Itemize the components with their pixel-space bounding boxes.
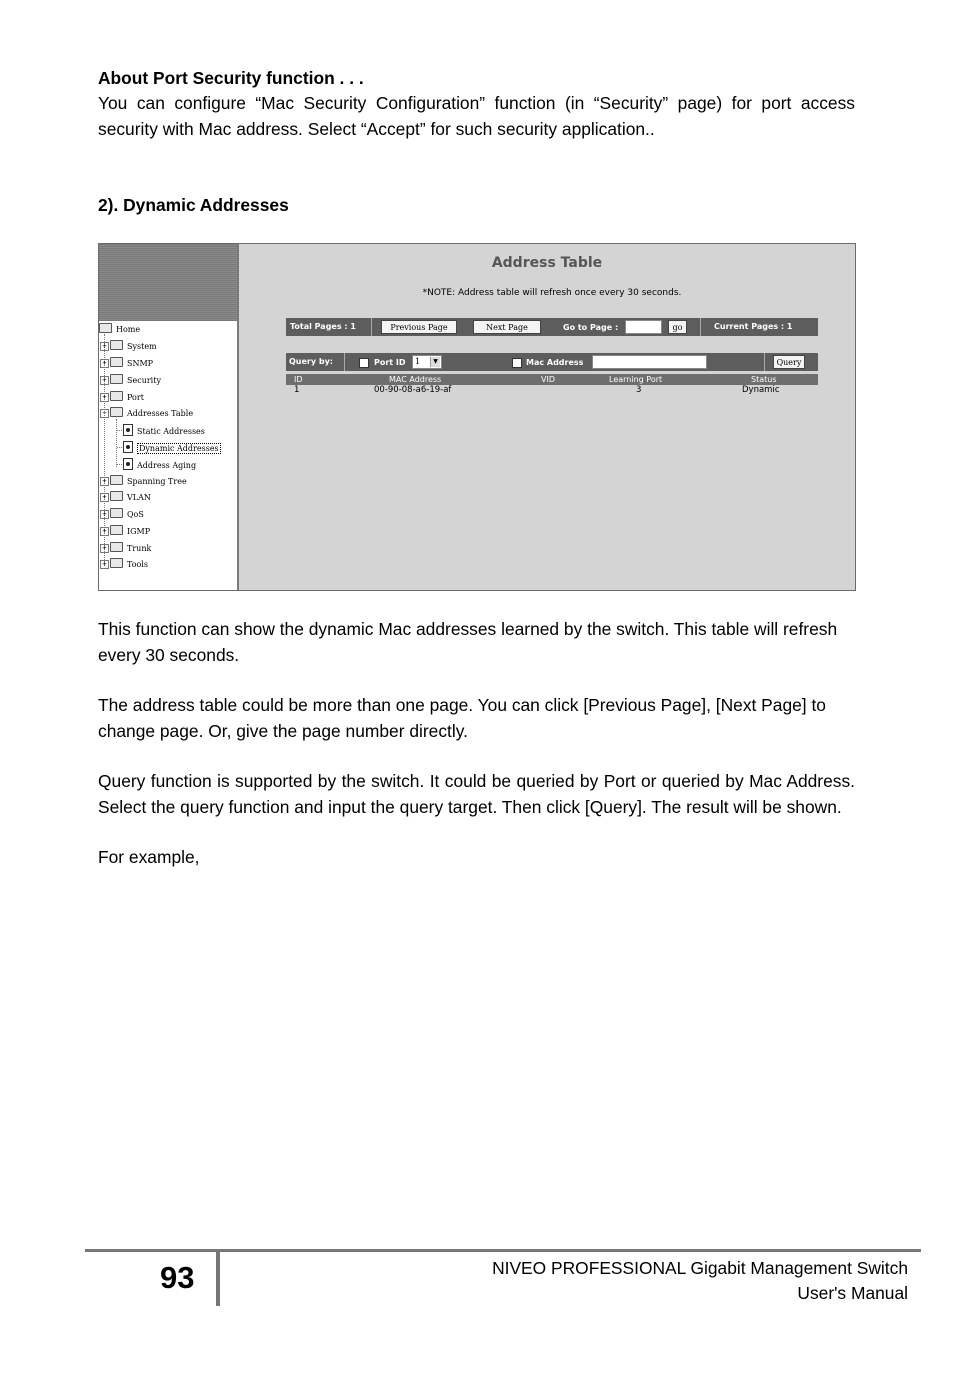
- nav-item-vlan[interactable]: + VLAN: [100, 491, 151, 504]
- query-by-label: Query by:: [289, 357, 334, 366]
- nav-item-addresses-table[interactable]: − Addresses Table: [100, 407, 193, 420]
- expand-icon[interactable]: +: [100, 477, 109, 486]
- current-pages: Current Pages : 1: [714, 322, 793, 331]
- refresh-note: *NOTE: Address table will refresh once every 30 seconds.: [422, 288, 682, 298]
- address-table-screenshot: [98, 243, 856, 591]
- go-button[interactable]: go: [668, 320, 687, 334]
- cell-id: 1: [294, 385, 300, 395]
- total-pages: Total Pages : 1: [290, 322, 356, 331]
- nav-item-igmp[interactable]: + IGMP: [100, 525, 150, 538]
- expand-icon[interactable]: +: [100, 544, 109, 553]
- folder-icon: [110, 340, 123, 350]
- cell-learning-port: 3: [636, 385, 642, 395]
- folder-open-icon: [110, 407, 123, 417]
- divider: [700, 318, 701, 336]
- query-button[interactable]: Query: [773, 355, 805, 369]
- para-function-description: This function can show the dynamic Mac addresses learned by the switch. This table will refresh every 30 seconds.: [98, 619, 838, 665]
- table-header: [286, 374, 818, 385]
- document-icon: [123, 458, 133, 470]
- expand-icon[interactable]: +: [100, 560, 109, 569]
- folder-icon: [110, 357, 123, 367]
- document-icon: [123, 424, 133, 436]
- col-learning-port: Learning Port: [609, 375, 663, 384]
- expand-icon[interactable]: +: [100, 359, 109, 368]
- content-pane: [239, 244, 855, 590]
- expand-icon[interactable]: +: [100, 493, 109, 502]
- port-id-checkbox[interactable]: [359, 358, 369, 368]
- expand-icon[interactable]: +: [100, 393, 109, 402]
- previous-page-button[interactable]: Previous Page: [381, 320, 457, 334]
- folder-icon: [110, 542, 123, 552]
- footer-manual-name: User's Manual: [797, 1283, 908, 1303]
- heading-port-security: About Port Security function . . .: [98, 68, 364, 88]
- page-title: Address Table: [491, 255, 603, 271]
- folder-icon: [110, 508, 123, 518]
- pager-bar: [286, 318, 818, 336]
- para-query: Query function is supported by the switch. It could be queried by Port or queried by Mac Address. Select the query function and input the query target. Then click [Query]. The result will be shown.: [98, 771, 855, 817]
- expand-icon[interactable]: +: [100, 510, 109, 519]
- para-pagination: The address table could be more than one page. You can click [Previous Page], [Next Page] to change page. Or, give the page number directly.: [98, 695, 826, 741]
- next-page-button[interactable]: Next Page: [473, 320, 541, 334]
- nav-item-system[interactable]: + System: [100, 340, 157, 353]
- document-icon: [123, 441, 133, 453]
- tree-line: [117, 447, 122, 448]
- folder-icon: [110, 491, 123, 501]
- chevron-down-icon[interactable]: ▼: [430, 357, 440, 367]
- nav-item-trunk[interactable]: + Trunk: [100, 542, 151, 555]
- go-to-page-label: Go to Page :: [563, 323, 619, 332]
- folder-icon: [110, 525, 123, 535]
- nav-item-dynamic-addresses[interactable]: Dynamic Addresses: [123, 441, 221, 454]
- nav-item-qos[interactable]: + QoS: [100, 508, 144, 521]
- col-status: Status: [751, 375, 777, 384]
- expand-icon[interactable]: +: [100, 376, 109, 385]
- folder-icon: [110, 558, 123, 568]
- port-id-label: Port ID: [374, 358, 406, 367]
- divider: [764, 353, 765, 371]
- mac-address-label: Mac Address: [526, 358, 584, 367]
- page-number-input[interactable]: [625, 320, 662, 334]
- expand-icon[interactable]: +: [100, 342, 109, 351]
- query-bar: [286, 353, 818, 371]
- col-mac-address: MAC Address: [389, 375, 442, 384]
- nav-item-static-addresses[interactable]: Static Addresses: [123, 424, 205, 437]
- heading-dynamic-addresses: 2). Dynamic Addresses: [98, 195, 289, 215]
- nav-item-spanning-tree[interactable]: + Spanning Tree: [100, 475, 187, 488]
- expand-icon[interactable]: +: [100, 527, 109, 536]
- para-example: For example,: [98, 847, 200, 867]
- footer-divider: [216, 1252, 220, 1306]
- nav-item-security[interactable]: + Security: [100, 374, 161, 387]
- divider: [371, 318, 372, 336]
- port-id-select[interactable]: 1 ▼: [412, 355, 442, 369]
- nav-item-address-aging[interactable]: Address Aging: [123, 458, 196, 471]
- mac-address-checkbox[interactable]: [512, 358, 522, 368]
- tree-line: [117, 430, 122, 431]
- nav-item-port[interactable]: + Port: [100, 391, 144, 404]
- tree-line: [117, 464, 122, 465]
- nav-tree: [99, 244, 239, 590]
- collapse-icon[interactable]: −: [100, 409, 109, 418]
- folder-icon: [110, 374, 123, 384]
- col-id: ID: [294, 375, 303, 384]
- cell-status: Dynamic: [742, 385, 780, 395]
- col-vid: VID: [541, 375, 555, 384]
- folder-icon: [110, 475, 123, 485]
- table-row: [286, 385, 818, 396]
- page-number: 93: [160, 1260, 195, 1295]
- nav-home[interactable]: Home: [99, 323, 140, 336]
- para-port-security: You can configure “Mac Security Configuration” function (in “Security” page) for port access security with Mac address. Select “Accept” for such security application..: [98, 93, 855, 139]
- nav-item-snmp[interactable]: + SNMP: [100, 357, 153, 370]
- footer-rule: [85, 1249, 921, 1252]
- mac-address-input[interactable]: [592, 355, 707, 369]
- footer-product-name: NIVEO PROFESSIONAL Gigabit Management Switch: [492, 1258, 908, 1278]
- folder-icon: [110, 391, 123, 401]
- divider: [344, 353, 345, 371]
- nav-banner: [99, 244, 237, 321]
- folder-open-icon: [99, 323, 112, 333]
- nav-item-tools[interactable]: + Tools: [100, 558, 148, 571]
- cell-mac-address: 00-90-08-a6-19-af: [374, 385, 452, 395]
- tree-line: [116, 419, 117, 467]
